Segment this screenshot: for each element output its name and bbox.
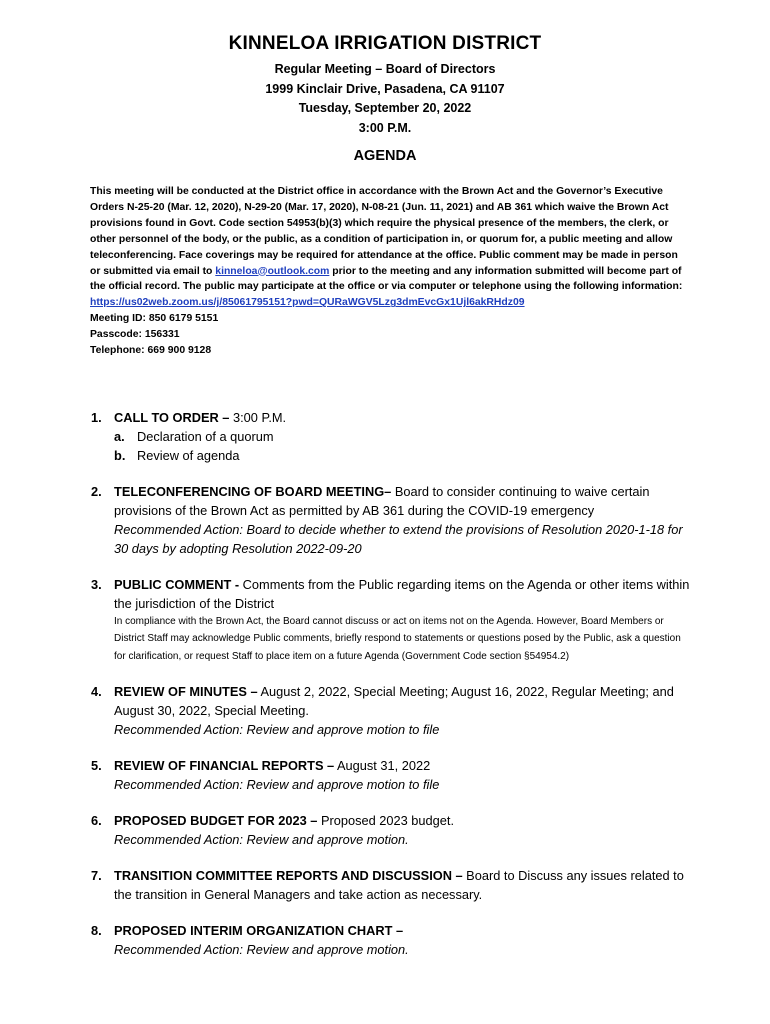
agenda-item-organization-chart xyxy=(91,921,691,959)
agenda-item-transition-committee xyxy=(91,866,691,904)
sub-item-letter: a. xyxy=(114,429,125,444)
meeting-id: Meeting ID: 850 6179 5151 xyxy=(90,313,219,325)
sub-item-text: Declaration of a quorum xyxy=(137,429,274,444)
item-title: PROPOSED BUDGET FOR 2023 – xyxy=(114,812,318,828)
recommended-action: Recommended Action: Review and approve motion to file xyxy=(114,776,440,792)
sub-items xyxy=(114,427,691,465)
agenda-item-public-comment xyxy=(91,575,691,665)
item-title: REVIEW OF FINANCIAL REPORTS – xyxy=(114,757,335,773)
item-text: August 31, 2022 xyxy=(334,757,431,773)
item-title: TELECONFERENCING OF BOARD MEETING– xyxy=(114,484,392,499)
item-number: 3. xyxy=(91,577,102,592)
item-text: Comments from the Public regarding items on the Agenda or other items within the jurisdiction of the District xyxy=(114,577,690,611)
email-link[interactable]: kinneloa@outlook.com xyxy=(215,265,330,277)
sub-item-quorum xyxy=(114,427,691,446)
item-title: CALL TO ORDER – xyxy=(114,410,230,425)
item-text: Proposed 2023 budget. xyxy=(317,812,455,828)
meeting-address: 1999 Kinclair Drive, Pasadena, CA 91107 xyxy=(265,81,505,96)
item-title: REVIEW OF MINUTES – xyxy=(114,683,258,699)
telephone: Telephone: 669 900 9128 xyxy=(90,345,212,357)
recommended-action: Recommended Action: Board to decide whether to extend the provisions of Resolution 2020-1-18 for 30 days by adopting Resolution 2022-09-20 xyxy=(114,522,683,556)
item-number: 1. xyxy=(91,410,102,425)
sub-item-text: Review of agenda xyxy=(137,448,240,463)
item-title: TRANSITION COMMITTEE REPORTS AND DISCUSSION – xyxy=(114,867,463,883)
meeting-type: Regular Meeting – Board of Directors xyxy=(274,62,496,76)
agenda-heading: AGENDA xyxy=(353,148,417,164)
document-header xyxy=(0,32,770,138)
recommended-action: Recommended Action: Review and approve motion. xyxy=(114,941,409,957)
agenda-item-call-to-order xyxy=(91,408,691,465)
agenda-item-financial-reports xyxy=(91,756,691,794)
zoom-link[interactable]: https://us02web.zoom.us/j/85061795151?pwd=QURaWGV5Lzg3dmEvcGx1Ujl6akRHdz09 xyxy=(90,297,525,309)
agenda-item-proposed-budget xyxy=(91,811,691,849)
item-text: 3:00 P.M. xyxy=(229,410,287,425)
brown-act-note: In compliance with the Brown Act, the Board cannot discuss or act on items not on the Agenda. However, Board Members or District Staff may acknowledge Public comments, briefly respond to statements or questions posed by the Public, ask a question for clarification, or request Staff to place item on a future Agenda (Government Code section §54954.2) xyxy=(114,616,681,662)
notice-paragraph xyxy=(90,184,690,295)
item-number: 4. xyxy=(91,683,102,699)
meeting-date: Tuesday, September 20, 2022 xyxy=(298,101,472,115)
sub-item-letter: b. xyxy=(114,448,126,463)
recommended-action: Recommended Action: Review and approve motion to file xyxy=(114,721,440,737)
item-number: 7. xyxy=(91,867,102,883)
meeting-notice xyxy=(90,184,690,359)
item-text: Board to consider continuing to waive certain provisions of the Brown Act as permitted by AB 361 during the COVID-19 emergency xyxy=(114,484,650,518)
item-number: 6. xyxy=(91,812,102,828)
item-text: August 2, 2022, Special Meeting; August 16, 2022, Regular Meeting; and August 30, 2022, Special Meeting. xyxy=(114,683,674,718)
item-title: PUBLIC COMMENT - xyxy=(114,577,240,592)
notice-text-continued: prior to the meeting and any information submitted will become part of the official record. The public may participate at the office or via computer or telephone using the following information: xyxy=(90,265,683,293)
organization-title: KINNELOA IRRIGATION DISTRICT xyxy=(228,33,542,54)
item-number: 8. xyxy=(91,922,102,938)
item-number: 5. xyxy=(91,757,102,773)
sub-item-review-agenda xyxy=(114,446,691,465)
item-title: PROPOSED INTERIM ORGANIZATION CHART – xyxy=(114,922,404,938)
passcode: Passcode: 156331 xyxy=(90,329,180,341)
recommended-action: Recommended Action: Review and approve motion. xyxy=(114,831,409,847)
item-text: Board to Discuss any issues related to the transition in General Managers and take action as necessary. xyxy=(114,867,684,902)
item-number: 2. xyxy=(91,484,102,499)
agenda-items xyxy=(91,408,691,976)
agenda-item-review-minutes xyxy=(91,682,691,739)
notice-text: This meeting will be conducted at the District office in accordance with the Brown Act and the Governor’s Executive Orders N-25-20 (Mar. 12, 2020), N-29-20 (Mar. 17, 2020), N-08-21 (Jun. 11, 2021) and AB 361 which waive the Brown Act provisions found in Govt. Code section 54953(b)(3) which require the physical presence of the members, the clerk, or other personnel of the body, or the public, as a condition of participation in, or quorum for, a public meeting and allow teleconferencing. Face coverings may be required for attendance at the office. Public comment may be made in person or submitted via email to xyxy=(90,186,678,277)
meeting-time: 3:00 P.M. xyxy=(358,120,412,135)
agenda-item-teleconferencing xyxy=(91,482,691,558)
